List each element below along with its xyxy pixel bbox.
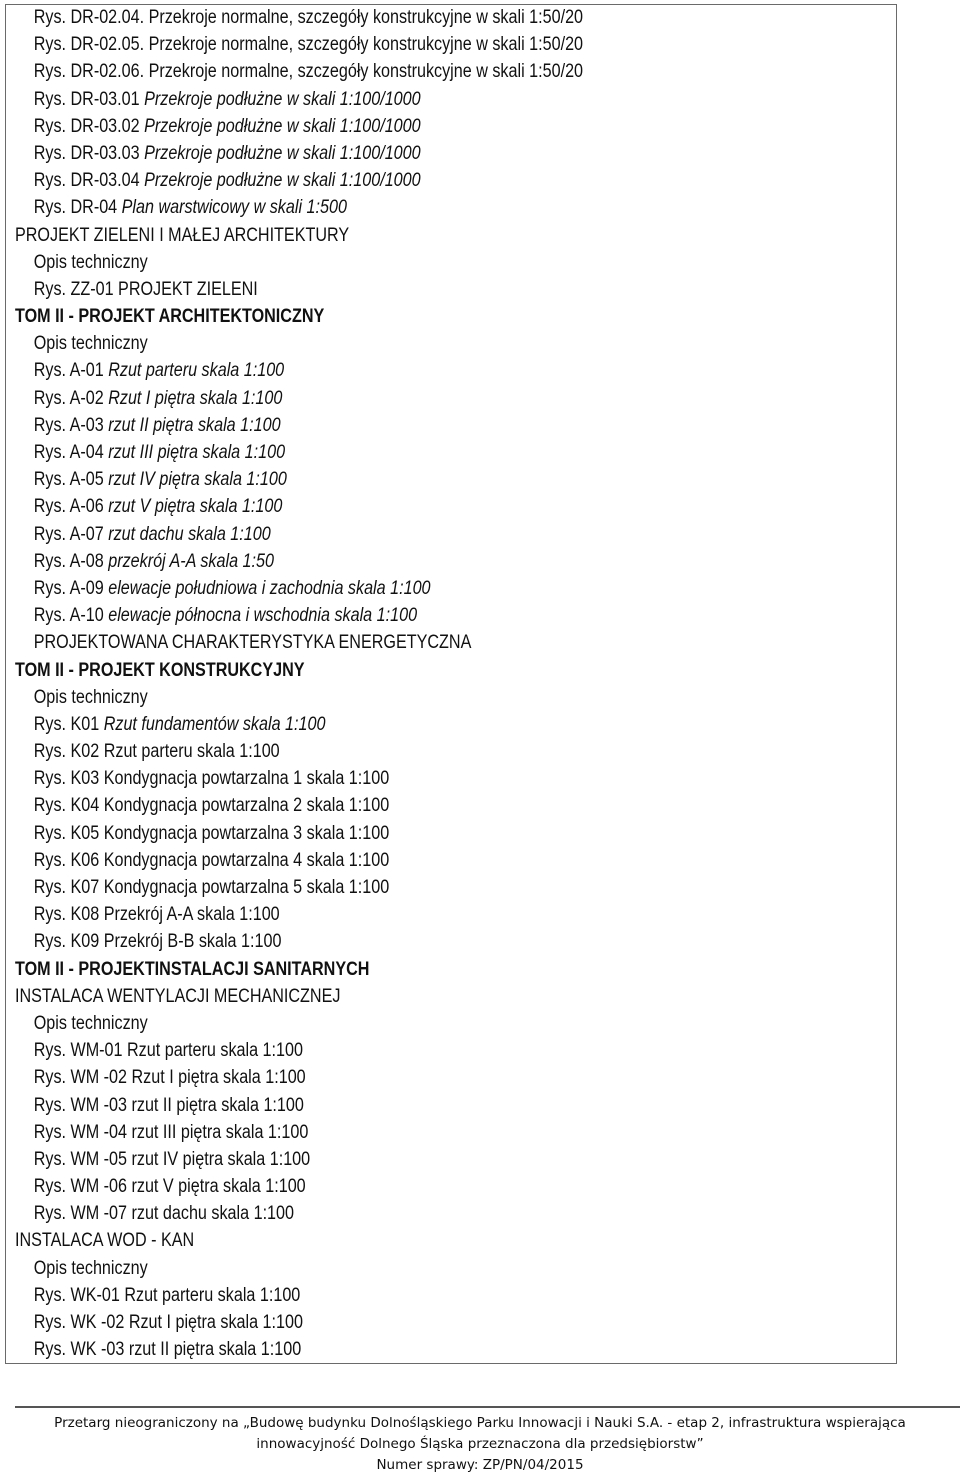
item-description: rzut III piętra skala 1:100 — [103, 442, 286, 463]
item-description: Przekroje normalne, szczegóły konstrukcyjne w skali 1:50/20 — [144, 7, 584, 28]
item-reference: Rys. K03 Kondygnacja powtarzalna 1 skala 1:100 — [33, 768, 390, 790]
item-reference: Rys. A-09 — [33, 577, 104, 599]
list-item — [15, 792, 763, 819]
list-item — [15, 86, 763, 113]
list-item — [15, 31, 763, 58]
list-item — [15, 1282, 763, 1309]
list-item — [15, 548, 763, 575]
item-reference: Rys. A-01 — [33, 360, 104, 382]
item-reference: Rys. A-04 — [33, 442, 104, 463]
item-reference: Rys. WM -04 rzut III piętra skala 1:100 — [33, 1121, 309, 1143]
item-reference: Rys. A-10 — [33, 605, 104, 627]
drawing-list — [15, 4, 895, 1363]
item-reference: Rys. DR-02.04. — [33, 7, 145, 28]
item-reference: TOM II - PROJEKTINSTALACJI SANITARNYCH — [15, 958, 370, 980]
list-item — [15, 1336, 763, 1363]
footer-line-3: Numer sprawy: ZP/PN/04/2015 — [376, 1457, 584, 1473]
item-reference: Opis techniczny — [33, 333, 148, 355]
item-reference: Rys. WM-01 Rzut parteru skala 1:100 — [33, 1040, 303, 1062]
list-item — [15, 1255, 763, 1282]
list-item — [15, 1092, 763, 1119]
item-description: Przekroje normalne, szczegóły konstrukcyjne w skali 1:50/20 — [144, 61, 584, 83]
item-reference: Rys. DR-03.02 — [33, 115, 140, 137]
item-reference: Rys. WK -02 Rzut I piętra skala 1:100 — [33, 1312, 303, 1333]
item-reference: PROJEKTOWANA CHARAKTERYSTYKA ENERGETYCZNA — [33, 632, 472, 654]
item-reference: Rys. WK -03 rzut II piętra skala 1:100 — [33, 1339, 302, 1361]
item-description: rzut IV piętra skala 1:100 — [103, 469, 287, 491]
list-item — [15, 357, 763, 384]
list-item — [15, 711, 763, 738]
item-description: Przekroje normalne, szczegóły konstrukcyjne w skali 1:50/20 — [144, 34, 584, 56]
list-item — [15, 1119, 763, 1146]
list-item — [15, 140, 763, 167]
footer-line-1: Przetarg nieograniczony na „Budowę budynku Dolnośląskiego Parku Innowacji i Nauki S.A. - etap 2, infrastruktura wspierająca — [54, 1415, 906, 1431]
list-item — [15, 1037, 763, 1064]
list-item — [15, 1010, 763, 1037]
section-heading — [15, 956, 763, 983]
item-reference: Rys. DR-04 — [33, 197, 118, 219]
list-item — [15, 820, 763, 847]
list-item — [15, 385, 763, 412]
list-item — [15, 113, 763, 140]
item-description: rzut II piętra skala 1:100 — [103, 414, 281, 436]
list-item — [15, 847, 763, 874]
list-item — [15, 222, 763, 249]
item-reference: Rys. K01 — [33, 713, 100, 735]
item-reference: PROJEKT ZIELENI I MAŁEJ ARCHITEKTURY — [15, 224, 350, 246]
item-description: Rzut I piętra skala 1:100 — [103, 387, 283, 409]
item-description: Rzut fundamentów skala 1:100 — [99, 713, 326, 735]
item-reference: Rys. K09 Przekrój B-B skala 1:100 — [33, 931, 282, 953]
list-item — [15, 983, 763, 1010]
item-reference: INSTALACA WENTYLACJI MECHANICZNEJ — [15, 985, 341, 1007]
item-description: rzut dachu skala 1:100 — [103, 523, 271, 545]
item-reference: Rys. A-03 — [33, 414, 104, 436]
list-item — [15, 276, 763, 303]
list-item — [15, 1200, 763, 1227]
section-heading — [15, 657, 763, 684]
list-item — [15, 521, 763, 548]
item-reference: Rys. K05 Kondygnacja powtarzalna 3 skala 1:100 — [33, 822, 390, 844]
item-reference: Rys. K07 Kondygnacja powtarzalna 5 skala 1:100 — [33, 877, 390, 898]
list-item — [15, 1064, 763, 1091]
item-reference: Rys. A-02 — [33, 387, 104, 409]
item-reference: Rys. WM -07 rzut dachu skala 1:100 — [33, 1203, 295, 1225]
list-item — [15, 466, 763, 493]
item-reference: Rys. K06 Kondygnacja powtarzalna 4 skala 1:100 — [33, 849, 390, 871]
list-item — [15, 602, 763, 629]
item-reference: Rys. WM -03 rzut II piętra skala 1:100 — [33, 1094, 304, 1116]
item-reference: Rys. DR-03.01 — [33, 88, 140, 110]
list-item — [15, 874, 763, 901]
list-item — [15, 167, 763, 194]
list-item — [15, 493, 763, 520]
item-reference: Rys. K08 Przekrój A-A skala 1:100 — [33, 904, 280, 926]
list-item — [15, 629, 763, 656]
item-reference: Rys. A-06 — [33, 496, 104, 518]
item-description: rzut V piętra skala 1:100 — [103, 496, 283, 518]
section-heading — [15, 303, 763, 330]
item-description: Przekroje podłużne w skali 1:100/1000 — [139, 115, 421, 137]
item-reference: Rys. DR-02.05. — [33, 34, 145, 56]
list-item — [15, 412, 763, 439]
list-item — [15, 1173, 763, 1200]
item-description: elewacje południowa i zachodnia skala 1:100 — [103, 577, 431, 599]
item-reference: Rys. A-05 — [33, 469, 104, 491]
list-item — [15, 194, 763, 221]
item-description: przekrój A-A skala 1:50 — [103, 550, 274, 572]
item-reference: Opis techniczny — [33, 1012, 148, 1034]
list-item — [15, 901, 763, 928]
item-reference: Rys. K04 Kondygnacja powtarzalna 2 skala 1:100 — [33, 795, 390, 817]
item-description: Przekroje podłużne w skali 1:100/1000 — [139, 88, 421, 110]
list-item — [15, 684, 763, 711]
item-reference: Opis techniczny — [33, 1257, 148, 1279]
item-reference: Rys. A-08 — [33, 550, 104, 572]
item-reference: Rys. WK-01 Rzut parteru skala 1:100 — [33, 1284, 301, 1306]
list-item — [15, 928, 763, 955]
item-reference: Rys. WM -05 rzut IV piętra skala 1:100 — [33, 1148, 311, 1170]
item-reference: TOM II - PROJEKT ARCHITEKTONICZNY — [15, 306, 325, 328]
list-item — [15, 738, 763, 765]
item-description: Plan warstwicowy w skali 1:500 — [117, 197, 347, 219]
item-reference: Rys. WM -06 rzut V piętra skala 1:100 — [33, 1176, 306, 1198]
list-item — [15, 1146, 763, 1173]
list-item — [15, 765, 763, 792]
item-description: Rzut parteru skala 1:100 — [103, 360, 285, 382]
item-reference: Rys. ZZ-01 PROJEKT ZIELENI — [33, 278, 258, 300]
item-reference: Rys. K02 Rzut parteru skala 1:100 — [33, 741, 280, 763]
item-reference: Rys. DR-02.06. — [33, 61, 145, 83]
footer-line-2: innowacyjność Dolnego Śląska przeznaczona dla przedsiębiorstw” — [256, 1436, 704, 1452]
list-item — [15, 249, 763, 276]
list-item — [15, 439, 763, 466]
item-reference: TOM II - PROJEKT KONSTRUKCYJNY — [15, 659, 305, 681]
item-reference: Rys. WM -02 Rzut I piętra skala 1:100 — [33, 1067, 306, 1089]
list-item — [15, 575, 763, 602]
list-item — [15, 58, 763, 85]
item-reference: Rys. DR-03.04 — [33, 170, 140, 192]
item-description: elewacje północna i wschodnia skala 1:100 — [103, 605, 418, 627]
item-description: Przekroje podłużne w skali 1:100/1000 — [139, 170, 421, 192]
item-reference: Opis techniczny — [33, 686, 148, 708]
list-item — [15, 4, 763, 31]
page-footer — [0, 1413, 960, 1476]
item-description: Przekroje podłużne w skali 1:100/1000 — [139, 142, 421, 164]
list-item — [15, 1227, 763, 1254]
item-reference: Opis techniczny — [33, 251, 148, 273]
item-reference: INSTALACA WOD - KAN — [15, 1230, 195, 1252]
footer-divider — [15, 1406, 960, 1408]
list-item — [15, 1309, 763, 1336]
item-reference: Rys. A-07 — [33, 523, 104, 545]
list-item — [15, 330, 763, 357]
item-reference: Rys. DR-03.03 — [33, 142, 140, 164]
